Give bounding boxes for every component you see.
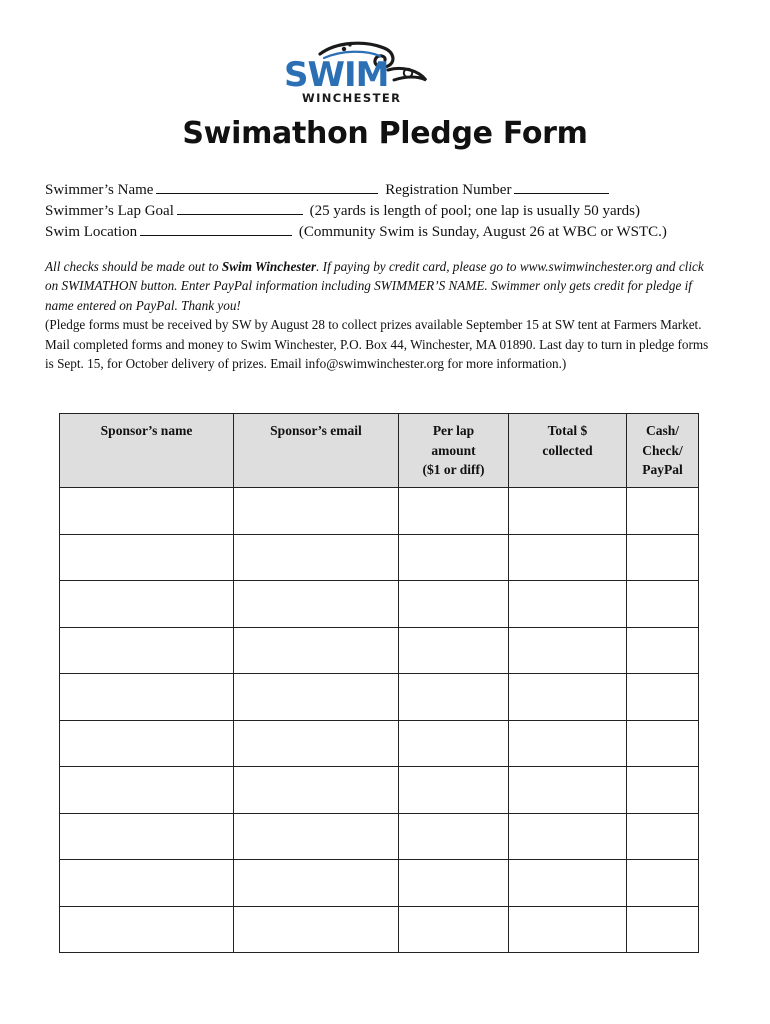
registration-number-field[interactable] xyxy=(514,180,609,194)
payee-name: Swim Winchester xyxy=(221,259,317,274)
sponsor-email-cell[interactable] xyxy=(234,860,399,907)
sponsor-name-cell[interactable] xyxy=(60,767,234,814)
table-row xyxy=(60,860,699,907)
per-lap-amount-cell[interactable] xyxy=(399,720,509,767)
payment-method-cell[interactable] xyxy=(627,906,699,953)
total-collected-cell[interactable] xyxy=(509,720,627,767)
payment-method-cell[interactable] xyxy=(627,534,699,581)
payment-method-cell[interactable] xyxy=(627,860,699,907)
payment-method-cell[interactable] xyxy=(627,813,699,860)
per-lap-amount-cell[interactable] xyxy=(399,860,509,907)
sponsor-name-cell[interactable] xyxy=(60,581,234,628)
table-row xyxy=(60,906,699,953)
sponsor-name-cell[interactable] xyxy=(60,720,234,767)
lap-goal-field[interactable] xyxy=(177,201,303,215)
pledge-rows xyxy=(60,488,699,953)
col-payment-method: Cash/ Check/ PayPal xyxy=(627,414,699,488)
sponsor-name-cell[interactable] xyxy=(60,534,234,581)
sponsor-name-cell[interactable] xyxy=(60,906,234,953)
per-lap-amount-cell[interactable] xyxy=(399,674,509,721)
page-title: Swimathon Pledge Form xyxy=(182,116,588,151)
col-per-lap-amount: Per lap amount ($1 or diff) xyxy=(399,414,509,488)
pledge-table xyxy=(59,413,699,953)
sponsor-email-cell[interactable] xyxy=(234,720,399,767)
table-row xyxy=(60,627,699,674)
sponsor-email-cell[interactable] xyxy=(234,906,399,953)
per-lap-amount-cell[interactable] xyxy=(399,627,509,674)
payment-note: All checks should be made out to Swim Winchester. If paying by credit card, please go to www.swimwinchester.org and click on SWIMATHON button. Enter PayPal information including SWIMMER’S NAME. Swimmer only gets credit for pledge if name entered on PayPal. Thank you! xyxy=(45,259,704,313)
sponsor-email-cell[interactable] xyxy=(234,767,399,814)
col-sponsor-name: Sponsor’s name xyxy=(60,414,234,488)
payment-instructions xyxy=(45,257,715,373)
sponsor-email-cell[interactable] xyxy=(234,674,399,721)
swimmer-name-row xyxy=(45,180,612,199)
total-collected-cell[interactable] xyxy=(509,674,627,721)
swim-location-note: (Community Swim is Sunday, August 26 at WBC or WSTC.) xyxy=(298,224,667,240)
sponsor-email-cell[interactable] xyxy=(234,627,399,674)
total-collected-cell[interactable] xyxy=(509,534,627,581)
per-lap-amount-cell[interactable] xyxy=(399,906,509,953)
per-lap-amount-cell[interactable] xyxy=(399,534,509,581)
sponsor-name-cell[interactable] xyxy=(60,860,234,907)
logo-wordmark: SWIM xyxy=(284,55,389,95)
payment-method-cell[interactable] xyxy=(627,627,699,674)
col-total-collected: Total $ collected xyxy=(509,414,627,488)
per-lap-amount-cell[interactable] xyxy=(399,581,509,628)
table-header-row xyxy=(60,414,699,488)
sponsor-name-cell[interactable] xyxy=(60,674,234,721)
swim-location-field[interactable] xyxy=(140,222,292,236)
table-row xyxy=(60,488,699,535)
total-collected-cell[interactable] xyxy=(509,767,627,814)
total-collected-cell[interactable] xyxy=(509,813,627,860)
table-row xyxy=(60,767,699,814)
per-lap-amount-cell[interactable] xyxy=(399,813,509,860)
sponsor-email-cell[interactable] xyxy=(234,534,399,581)
total-collected-cell[interactable] xyxy=(509,906,627,953)
col-sponsor-email: Sponsor’s email xyxy=(234,414,399,488)
total-collected-cell[interactable] xyxy=(509,581,627,628)
sponsor-email-cell[interactable] xyxy=(234,813,399,860)
table-row xyxy=(60,674,699,721)
swimmer-name-field[interactable] xyxy=(156,180,378,194)
total-collected-cell[interactable] xyxy=(509,488,627,535)
swim-winchester-logo xyxy=(284,40,434,106)
lap-goal-label: Swimmer’s Lap Goal xyxy=(45,203,174,219)
swim-location-label: Swim Location xyxy=(45,224,138,240)
sponsor-name-cell[interactable] xyxy=(60,488,234,535)
table-row xyxy=(60,720,699,767)
logo-subtext: WINCHESTER xyxy=(302,91,402,105)
total-collected-cell[interactable] xyxy=(509,860,627,907)
lap-goal-note: (25 yards is length of pool; one lap is usually 50 yards) xyxy=(309,203,640,219)
per-lap-amount-cell[interactable] xyxy=(399,488,509,535)
payment-method-cell[interactable] xyxy=(627,581,699,628)
sponsor-email-cell[interactable] xyxy=(234,581,399,628)
lap-goal-row xyxy=(45,201,640,220)
table-row xyxy=(60,813,699,860)
per-lap-amount-cell[interactable] xyxy=(399,767,509,814)
payment-method-cell[interactable] xyxy=(627,674,699,721)
sponsor-name-cell[interactable] xyxy=(60,627,234,674)
payment-method-cell[interactable] xyxy=(627,720,699,767)
sponsor-name-cell[interactable] xyxy=(60,813,234,860)
table-row xyxy=(60,581,699,628)
deadline-note: (Pledge forms must be received by SW by August 28 to collect prizes available September 15 at SW tent at Farmers Market. Mail completed forms and money to Swim Winchester, P.O. Box 44, Winchester, MA 01890. Last day to turn in pledge forms is Sept. 15, for October delivery of prizes. Email info@swimwinchester.org for more information.) xyxy=(45,317,709,372)
payment-method-cell[interactable] xyxy=(627,767,699,814)
total-collected-cell[interactable] xyxy=(509,627,627,674)
sponsor-email-cell[interactable] xyxy=(234,488,399,535)
registration-number-label: Registration Number xyxy=(385,182,512,198)
payment-method-cell[interactable] xyxy=(627,488,699,535)
swimmer-name-label: Swimmer’s Name xyxy=(45,182,154,198)
swim-location-row xyxy=(45,222,667,241)
table-row xyxy=(60,534,699,581)
